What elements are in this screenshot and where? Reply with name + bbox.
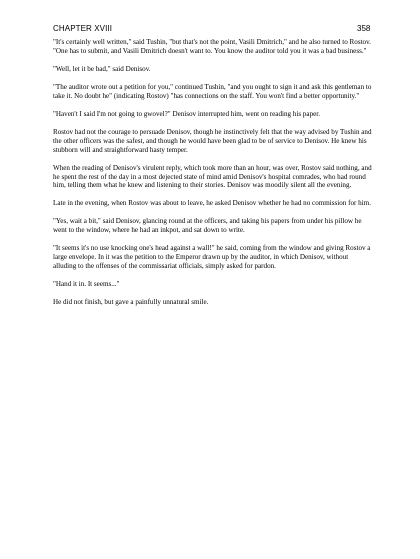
paragraph: "It's certainly well written," said Tushin, "but that's not the point, Vasili Dmitrich," and he also turned to Rostov. "One has to submit, and Vasili Dmitrich doesn't want to. You know the auditor told you it was a bad business." — [53, 38, 371, 55]
chapter-heading: CHAPTER XVIII — [53, 24, 113, 33]
paragraph: "Haven't I said I'm not going to gwovel?" Denisov interrupted him, went on reading his paper. — [53, 109, 321, 118]
paragraph: He did not finish, but gave a painfully unnatural smile. — [53, 298, 209, 307]
paragraph: When the reading of Denisov's virulent reply, which took more than an hour, was over, Rostov said nothing, and he spent the rest of the day in a most dejected state of mind amid Denisov's hospital comrades, who had round him, telling them what he knew and listening to their stories. Denisov was moodily silent all the evening. — [53, 163, 372, 190]
paragraph: "Hand it in. It seems..." — [53, 280, 120, 289]
paragraph: "The auditor wrote out a petition for you," continued Tushin, "and you ought to sign it and ask this gentleman to take it. No doubt he" (indicating Rostov) "has connections on the staff. You won't find a better opportunity." — [53, 82, 372, 100]
paragraph: Rostov had not the courage to persuade Denisov, though he instinctively felt that the way advised by Tushin and the other officers was the safest, and though he would have been glad to be of service to Denisov. He knew his stubborn will and straightforward hasty temper. — [53, 127, 372, 154]
page-number: 358 — [357, 24, 371, 33]
paragraph: "Well, let it be bad," said Denisov. — [53, 64, 151, 73]
paragraph: "It seems it's no use knocking one's head against a wall!" he said, coming from the window and giving Rostov a large envelope. In it was the petition to the Emperor drawn up by the auditor, in which Denisov, without alluding to the offenses of the commissariat officials, simply asked for pardon. — [53, 244, 371, 271]
paragraph: Late in the evening, when Rostov was about to leave, he asked Denisov whether he had no commission for him. — [53, 199, 371, 208]
paragraph: "Yes, wait a bit," said Denisov, glancing round at the officers, and taking his papers from under his pillow he went to the window, where he had an inkpot, and sat down to write. — [53, 217, 362, 235]
body-text — [53, 38, 373, 316]
